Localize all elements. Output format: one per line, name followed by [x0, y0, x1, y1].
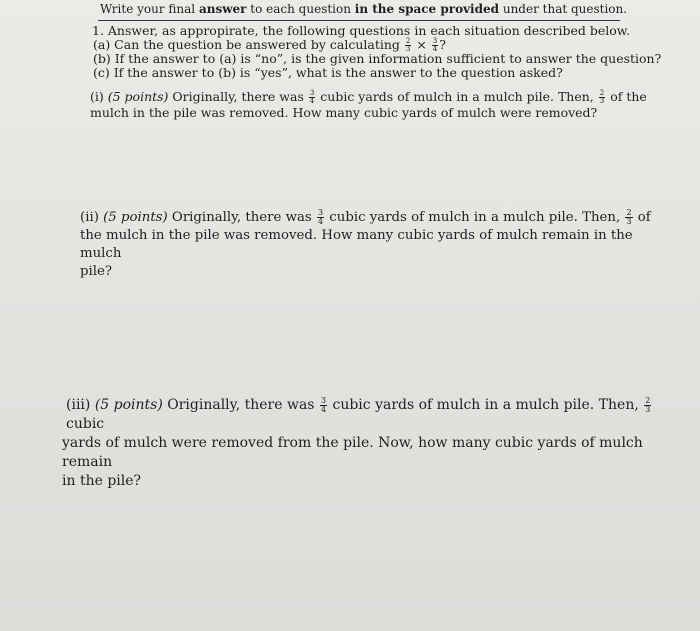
question-iii	[62, 396, 692, 491]
question-text: Originally, there was	[167, 210, 316, 225]
question-ii-line-3: pile?	[80, 264, 113, 279]
points-label: (5 points)	[103, 210, 168, 225]
question-label: (ii)	[80, 210, 104, 225]
question-text: cubic yards of mulch in a mulch pile. Then,	[328, 397, 644, 413]
fraction-denominator: 4	[432, 45, 438, 53]
question-text: of the	[606, 89, 647, 104]
question-iii-line-3: in the pile?	[62, 473, 142, 489]
question-text: cubic	[66, 416, 105, 432]
instructions-header	[100, 2, 627, 16]
header-text: under that question.	[499, 2, 628, 16]
question-iii-line-2: yards of mulch were removed from the pile. Now, how many cubic yards of mulch remain	[62, 435, 643, 470]
question-iii-line-1	[62, 396, 692, 434]
intro-part-c: (c) If the answer to (b) is “yes”, what is the answer to the question asked?	[93, 65, 563, 80]
question-text: cubic yards of mulch in a mulch pile. Then,	[316, 89, 598, 104]
fraction-denominator: 3	[599, 97, 605, 105]
header-divider	[98, 20, 620, 21]
fraction-numerator: 3	[317, 208, 324, 217]
header-bold-space: in the space provided	[354, 2, 500, 16]
question-label: (iii)	[66, 397, 95, 413]
header-text: Write your final	[100, 2, 199, 16]
fraction-denominator: 4	[320, 404, 327, 414]
fraction-denominator: 4	[317, 217, 324, 226]
question-label: (i)	[90, 89, 108, 104]
fraction	[317, 209, 324, 226]
question-i-line-2: mulch in the pile was removed. How many cubic yards of mulch were removed?	[90, 105, 598, 120]
points-label: (5 points)	[94, 397, 163, 413]
fraction-numerator: 2	[599, 89, 605, 97]
times-symbol: ×	[412, 37, 431, 52]
fraction-denominator: 3	[626, 217, 632, 226]
question-text: Originally, there was	[162, 397, 319, 413]
header-text: to each question	[246, 2, 355, 16]
fraction	[625, 209, 632, 226]
question-text: of	[633, 210, 651, 225]
part-a-text: ?	[439, 37, 446, 52]
fraction-denominator: 4	[309, 97, 315, 105]
fraction	[644, 397, 651, 414]
header-bold-answer: answer	[198, 2, 247, 16]
question-ii	[80, 209, 660, 281]
question-text: Originally, there was	[168, 89, 308, 104]
part-a-text: (a) Can the question be answered by calculating	[93, 37, 404, 52]
fraction	[309, 90, 315, 105]
fraction-numerator: 3	[309, 89, 315, 97]
question-i-line-1	[90, 89, 670, 105]
fraction	[320, 397, 327, 414]
fraction	[599, 90, 605, 105]
intro-line-1: 1. Answer, as appropirate, the following questions in each situation described below.	[92, 23, 631, 38]
question-text: cubic yards of mulch in a mulch pile. Then,	[325, 210, 625, 225]
fraction-numerator: 2	[405, 37, 411, 45]
fraction-denominator: 3	[645, 404, 651, 414]
intro-part-b: (b) If the answer to (a) is “no”, is the given information sufficient to answer the question?	[93, 51, 662, 66]
points-label: (5 points)	[107, 89, 169, 104]
question-i	[90, 89, 670, 121]
fraction-numerator: 2	[645, 395, 651, 405]
fraction-denominator: 3	[405, 45, 411, 53]
fraction-numerator: 2	[626, 208, 632, 217]
fraction-numerator: 3	[432, 37, 438, 45]
question-ii-line-1	[80, 209, 660, 227]
fraction-numerator: 3	[320, 395, 327, 405]
question-ii-line-2: the mulch in the pile was removed. How many cubic yards of mulch remain in the mulch	[80, 228, 633, 261]
